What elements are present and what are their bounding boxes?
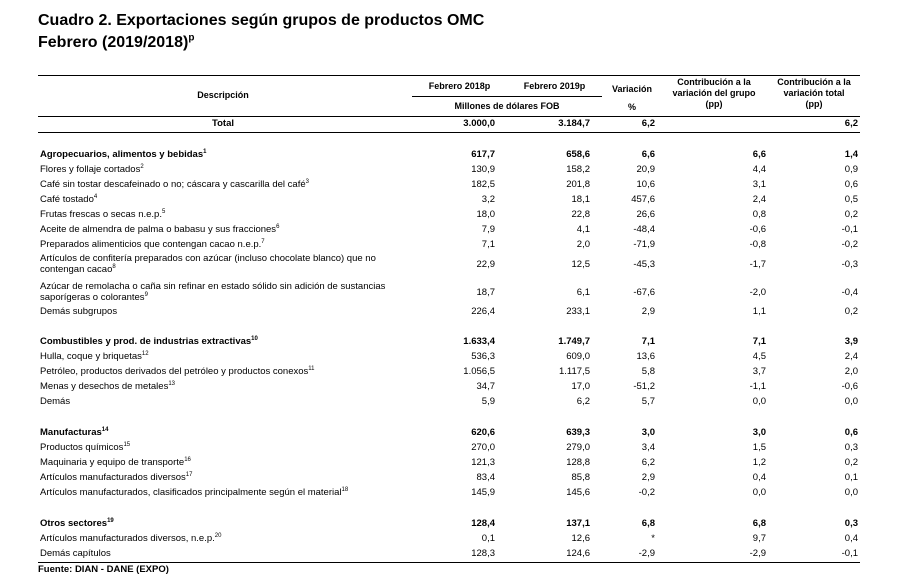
- row-var: -71,9: [633, 239, 655, 250]
- row-description: Preparados alimenticios que contengan cacao n.e.p.$^7$: [40, 238, 265, 250]
- row-cg: 2,4: [752, 194, 766, 205]
- row-v2018: 128,3: [471, 548, 495, 559]
- row-cg: -0,6: [749, 224, 766, 235]
- row-v2018: 83,4: [476, 472, 495, 483]
- row-cg: 1,2: [752, 457, 766, 468]
- row-v2018: 128,4: [471, 518, 495, 529]
- row-var: 3,0: [641, 427, 655, 438]
- row-v2019: 124,6: [566, 548, 590, 559]
- row-v2018: 617,7: [471, 149, 495, 160]
- row-ct: 1,4: [844, 149, 858, 160]
- row-v2018: 130,9: [471, 164, 495, 175]
- row-var: 2,9: [641, 472, 655, 483]
- row-description: Artículos manufacturados, clasificados principalmente según el material$^{18}$: [40, 486, 349, 498]
- row-cg: 3,0: [752, 427, 766, 438]
- row-v2018: 226,4: [471, 306, 495, 317]
- row-ct: -0,2: [841, 239, 858, 250]
- row-var: -45,3: [633, 259, 655, 270]
- row-cg: -2,9: [749, 548, 766, 559]
- row-v2018: 270,0: [471, 442, 495, 453]
- row-description: Demás: [40, 396, 71, 407]
- row-ct: 2,4: [844, 351, 858, 362]
- row-cg: 0,0: [752, 396, 766, 407]
- total-rule: [38, 132, 860, 133]
- row-v2019: 137,1: [566, 518, 590, 529]
- row-cg: 7,1: [752, 336, 766, 347]
- row-v2019: 6,1: [576, 287, 590, 298]
- row-var: -51,2: [633, 381, 655, 392]
- row-var: 6,2: [641, 457, 655, 468]
- row-v2018: 5,9: [481, 396, 495, 407]
- row-cg: 0,0: [752, 487, 766, 498]
- row-cg: 1,1: [752, 306, 766, 317]
- row-cg: 3,7: [752, 366, 766, 377]
- row-var: 457,6: [631, 194, 655, 205]
- row-v2018: 7,9: [481, 224, 495, 235]
- row-v2019: 17,0: [571, 381, 590, 392]
- row-ct: 0,9: [844, 164, 858, 175]
- row-description: Café sin tostar descafeinado o no; cáscara y cascarilla del café$^3$: [40, 178, 309, 190]
- row-description: Artículos manufacturados diversos$^{17}$: [40, 471, 193, 483]
- row-ct: -0,4: [841, 287, 858, 298]
- row-ct: 0,1: [844, 472, 858, 483]
- header-contrib-total: Contribución a la variación total (pp): [777, 77, 851, 109]
- row-description: Menas y desechos de metales$^{13}$: [40, 380, 176, 392]
- row-description: Otros sectores$^{19}$: [40, 517, 114, 529]
- row-description: Demás capítulos: [40, 548, 111, 559]
- row-v2018: 620,6: [471, 427, 495, 438]
- header-feb2019: Febrero 2019p: [523, 81, 586, 91]
- row-var: 10,6: [636, 179, 655, 190]
- row-var: 20,9: [636, 164, 655, 175]
- row-var: 3,4: [641, 442, 655, 453]
- row-ct: 0,3: [844, 442, 858, 453]
- row-description: Total: [212, 118, 234, 129]
- row-ct: 0,2: [844, 306, 858, 317]
- row-cg: 0,4: [752, 472, 766, 483]
- row-var: 6,6: [641, 149, 655, 160]
- row-v2019: 1.117,5: [559, 366, 590, 377]
- row-v2018: 34,7: [476, 381, 495, 392]
- row-v2019: 279,0: [566, 442, 590, 453]
- row-ct: 6,2: [844, 118, 858, 129]
- header-bottom-rule: [38, 116, 860, 117]
- row-ct: -0,1: [841, 224, 858, 235]
- row-description: Hulla, coque y briquetas$^{12}$: [40, 350, 149, 362]
- row-ct: 0,4: [844, 533, 858, 544]
- row-v2019: 1.749,7: [558, 336, 590, 347]
- row-ct: -0,1: [841, 548, 858, 559]
- row-description: Azúcar de remolacha o caña sin refinar en estado sólido sin adición de sustancias saporígeras o colorantes$^9$: [40, 281, 386, 303]
- row-var: 13,6: [636, 351, 655, 362]
- row-v2019: 2,0: [576, 239, 590, 250]
- row-cg: -2,0: [749, 287, 766, 298]
- row-v2018: 7,1: [481, 239, 495, 250]
- row-ct: 0,0: [844, 487, 858, 498]
- row-v2019: 128,8: [566, 457, 590, 468]
- header-millones: Millones de dólares FOB: [454, 101, 560, 111]
- row-description: Artículos de confitería preparados con azúcar (incluso chocolate blanco) que no contengan cacao$^8$: [40, 253, 376, 275]
- row-v2019: 4,1: [576, 224, 590, 235]
- table-bottom-rule: [38, 562, 860, 563]
- row-cg: 0,8: [752, 209, 766, 220]
- row-description: Petróleo, productos derivados del petróleo y productos conexos$^{11}$: [40, 365, 315, 377]
- row-v2018: 182,5: [471, 179, 495, 190]
- row-ct: 0,2: [844, 209, 858, 220]
- header-pct: %: [627, 102, 636, 112]
- row-cg: 4,5: [752, 351, 766, 362]
- row-v2019: 639,3: [566, 427, 590, 438]
- header-descripcion: Descripción: [197, 90, 249, 100]
- header-top-rule: [38, 75, 860, 76]
- row-var: 2,9: [641, 306, 655, 317]
- row-ct: -0,3: [841, 259, 858, 270]
- row-v2018: 3,2: [481, 194, 495, 205]
- row-cg: 1,5: [752, 442, 766, 453]
- row-var: -67,6: [633, 287, 655, 298]
- row-v2019: 12,6: [571, 533, 590, 544]
- row-var: 26,6: [636, 209, 655, 220]
- row-ct: 0,2: [844, 457, 858, 468]
- row-cg: 3,1: [752, 179, 766, 190]
- row-var: 5,8: [641, 366, 655, 377]
- fuente-note: Fuente: DIAN - DANE (EXPO): [38, 564, 169, 575]
- row-v2019: 6,2: [576, 396, 590, 407]
- row-var: -2,9: [638, 548, 655, 559]
- row-v2018: 18,0: [476, 209, 495, 220]
- row-v2018: 121,3: [471, 457, 495, 468]
- row-v2019: 12,5: [571, 259, 590, 270]
- row-cg: -1,7: [749, 259, 766, 270]
- row-v2019: 609,0: [566, 351, 590, 362]
- row-cg: -1,1: [749, 381, 766, 392]
- row-cg: -0,8: [749, 239, 766, 250]
- title-line-1: Cuadro 2. Exportaciones según grupos de productos OMC: [38, 12, 485, 29]
- row-v2019: 22,8: [571, 209, 590, 220]
- row-description: Café tostado$^4$: [40, 193, 98, 205]
- row-ct: 0,3: [844, 518, 858, 529]
- row-ct: 0,6: [844, 179, 858, 190]
- row-cg: 6,8: [752, 518, 766, 529]
- row-var: 5,7: [641, 396, 655, 407]
- row-v2019: 201,8: [566, 179, 590, 190]
- row-var: 7,1: [641, 336, 655, 347]
- row-description: Flores y follaje cortados$^2$: [40, 163, 144, 175]
- row-var: -0,2: [638, 487, 655, 498]
- row-v2019: 85,8: [571, 472, 590, 483]
- row-v2018: 1.056,5: [463, 366, 495, 377]
- row-var: 6,2: [641, 118, 655, 129]
- row-v2019: 18,1: [571, 194, 590, 205]
- row-v2019: 145,6: [566, 487, 590, 498]
- row-cg: 6,6: [752, 149, 766, 160]
- row-v2018: 536,3: [471, 351, 495, 362]
- row-description: Combustibles y prod. de industrias extractivas$^{10}$: [40, 335, 258, 347]
- title-line-2: Febrero $(2019/2018)^p$: [38, 32, 195, 51]
- header-variacion: Variación: [611, 84, 653, 94]
- row-v2019: 158,2: [566, 164, 590, 175]
- row-ct: 2,0: [844, 366, 858, 377]
- row-cg: 4,4: [752, 164, 766, 175]
- table-title: [38, 10, 484, 54]
- row-v2018: 18,7: [476, 287, 495, 298]
- row-description: Productos químicos$^{15}$: [40, 441, 131, 453]
- row-description: Maquinaria y equipo de transporte$^{16}$: [40, 456, 191, 468]
- row-v2018: 0,1: [481, 533, 495, 544]
- row-description: Aceite de almendra de palma o babasu y sus fracciones$^6$: [40, 223, 280, 235]
- row-v2019: 233,1: [566, 306, 590, 317]
- header-sub-rule: [412, 96, 602, 97]
- row-v2018: 3.000,0: [463, 118, 495, 129]
- row-var: *: [651, 533, 655, 544]
- row-v2018: 1.633,4: [463, 336, 495, 347]
- row-ct: 0,0: [844, 396, 858, 407]
- row-cg: 9,7: [752, 533, 766, 544]
- row-description: Frutas frescas o secas n.e.p.$^5$: [40, 208, 166, 220]
- row-ct: 0,6: [844, 427, 858, 438]
- header-feb2018: Febrero 2018p: [428, 81, 491, 91]
- row-description: Agropecuarios, alimentos y bebidas$^1$: [40, 148, 207, 160]
- row-v2019: 658,6: [566, 149, 590, 160]
- row-v2018: 22,9: [476, 259, 495, 270]
- row-v2018: 145,9: [471, 487, 495, 498]
- row-ct: 3,9: [844, 336, 858, 347]
- row-var: 6,8: [641, 518, 655, 529]
- row-v2019: 3.184,7: [558, 118, 590, 129]
- row-description: Demás subgrupos: [40, 306, 118, 317]
- header-contrib-grupo: Contribución a la variación del grupo (pp): [672, 77, 756, 109]
- row-var: -48,4: [633, 224, 655, 235]
- row-ct: 0,5: [844, 194, 858, 205]
- row-description: Manufacturas$^{14}$: [40, 426, 109, 438]
- row-ct: -0,6: [841, 381, 858, 392]
- row-description: Artículos manufacturados diversos, n.e.p.$^{20}$: [40, 532, 222, 544]
